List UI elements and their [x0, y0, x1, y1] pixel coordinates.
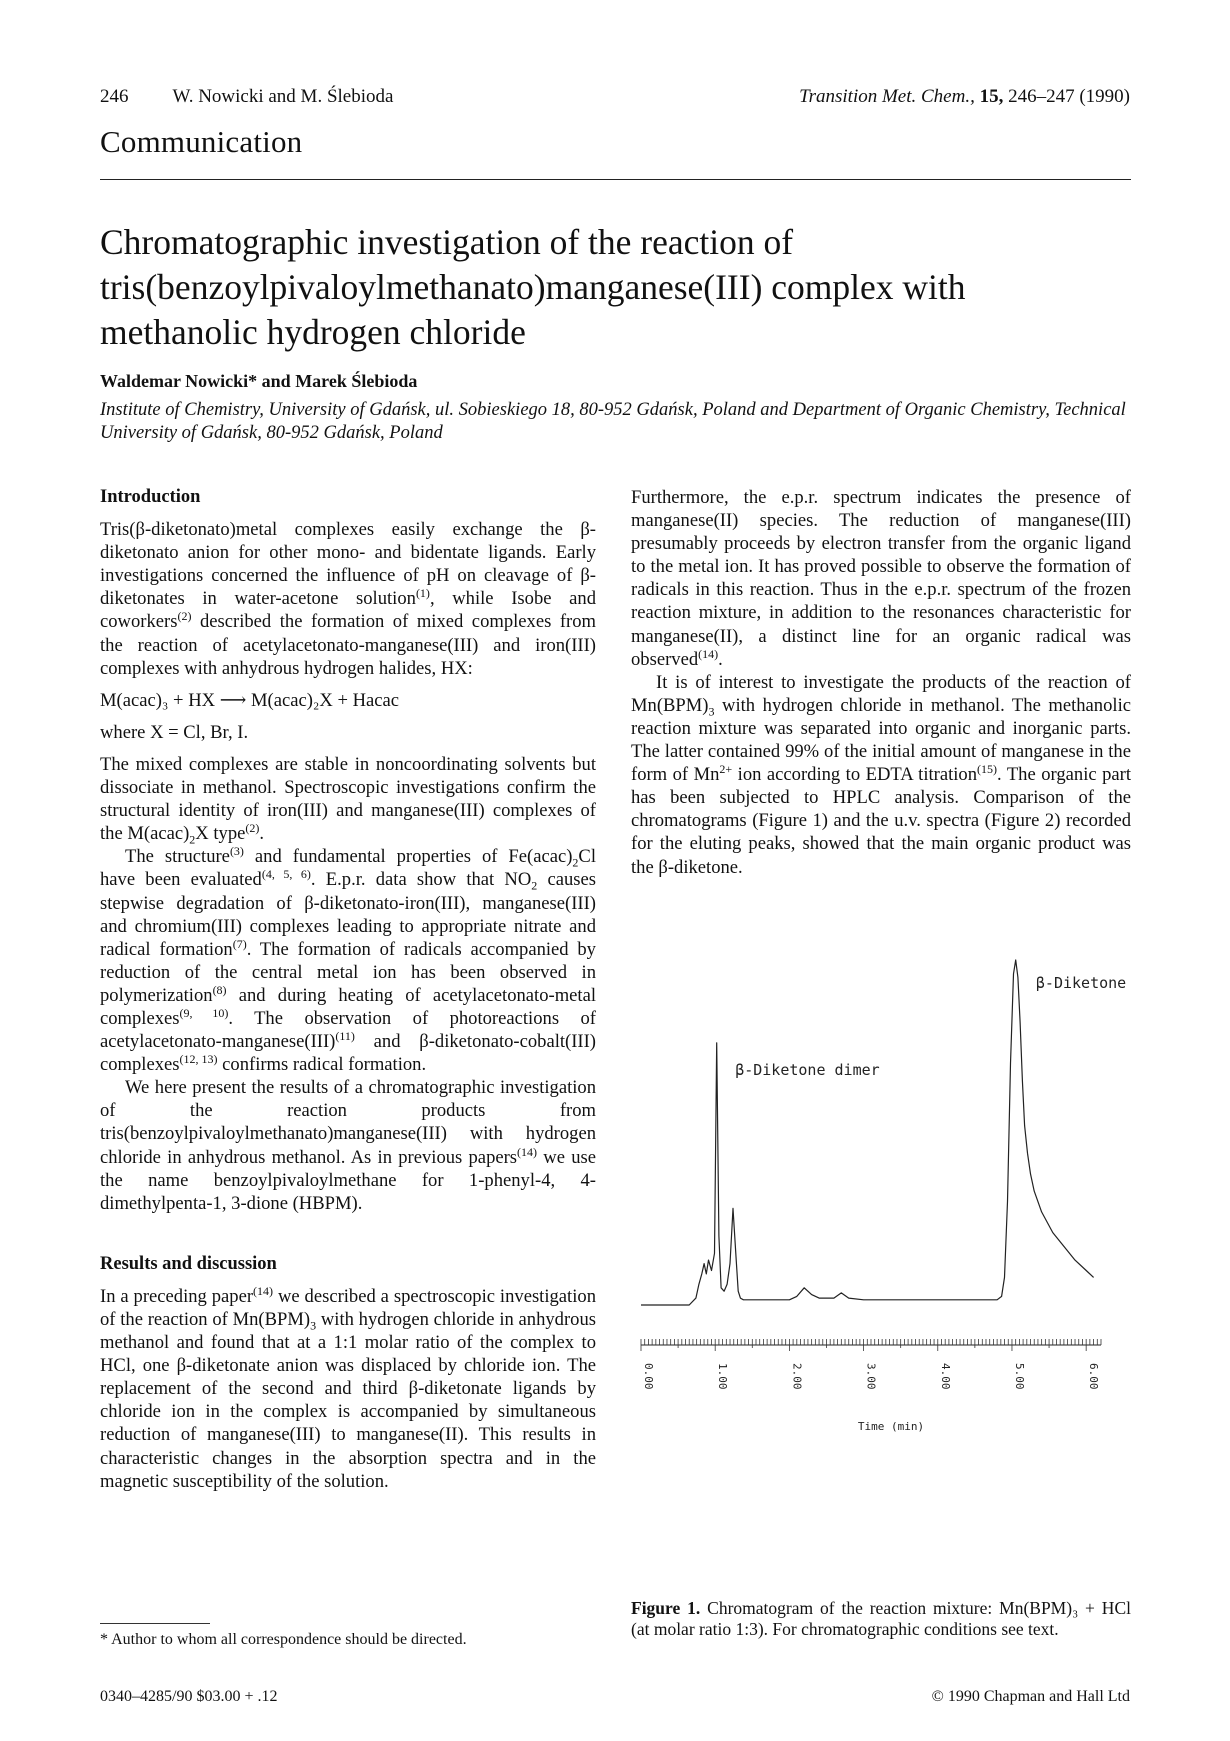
time-axis-label: Time (min): [857, 1420, 925, 1433]
chromatogram-trace: [641, 960, 1094, 1305]
journal-pages-year: 246–247 (1990): [1008, 86, 1130, 107]
footnote-divider: [100, 1623, 210, 1624]
results-paragraph-3: It is of interest to investigate the products of the reaction of $Mn(BPM)_3$ with hydrogen chloride in methanol. The methanolic reaction mixture was separated into organic and inorganic parts. The latter contained 99% of the initial amount of manganese in the form of $Mn^{2+}$ ion according to EDTA titration$^{(15)}$. The organic part has been subjected to HPLC analysis. Comparison of the chromatograms (Figure 1) and the u.v. spectra (Figure 2) recorded for the eluting peaks, showed that the main organic product was the β-diketone.: [631, 671, 1131, 878]
page-number: 246: [100, 86, 129, 107]
chromatogram-chart: [631, 950, 1131, 1590]
figure-caption: [631, 1598, 1131, 1640]
journal-name: Transition Met. Chem.,: [799, 86, 975, 107]
reaction-equation: M(acac)₃ + HX ⟶ M(acac)₂X + Hacac: [100, 689, 400, 711]
diketone-peak-label: β-Diketone: [1035, 974, 1127, 992]
time-tick-label: 5.00: [1012, 1363, 1026, 1390]
section-type: Communication: [100, 124, 303, 159]
time-tick-label: 2.00: [790, 1363, 804, 1390]
footer-code: 0340–4285/90 $03.00 + .12: [100, 1688, 278, 1705]
author-affiliation: Institute of Chemistry, University of Gdańsk, ul. Sobieskiego 18, 80-952 Gdańsk, Poland and Department of Organic Chemistry, Technical University of Gdańsk, 80-952 Gdańsk, Poland: [100, 400, 1126, 443]
header-authors: W. Nowicki and M. Ślebioda: [172, 86, 394, 107]
header-journal: [799, 86, 1130, 108]
header-divider: [100, 179, 1131, 180]
results-paragraph-2: Furthermore, the e.p.r. spectrum indicates the presence of manganese(II) species. The reduction of manganese(III) presumably proceeds by electron transfer from the organic ligand to the metal ion. It has proved possible to observe the formation of radicals in this reaction. Thus in the e.p.r. spectrum of the frozen reaction mixture, in addition to the resonances characteristic for manganese(II), a distinct line for an organic radical was observed$^{(14)}$.: [631, 487, 1131, 670]
footer-copyright: © 1990 Chapman and Hall Ltd: [931, 1688, 1130, 1705]
running-header: [100, 86, 1130, 114]
time-tick-label: 4.00: [938, 1363, 952, 1390]
results-heading: Results and discussion: [100, 1253, 277, 1274]
figure-caption-text: Chromatogram of the reaction mixture: Mn(BPM)₃ + HCl (at molar ratio 1:3). For chromatographic conditions see text.: [631, 1598, 1131, 1639]
intro-paragraph-1: Tris(β-diketonato)metal complexes easily exchange the β-diketonato anion for other mono- and bidentate ligands. Early investigations concerned the influence of pH on cleavage of β-diketonates in water-acetone solution$^{(1)}$, while Isobe and coworkers$^{(2)}$ described the formation of mixed complexes from the reaction of acetylacetonato-manganese(III) and iron(III) complexes with anhydrous hydrogen halides, HX:: [100, 519, 597, 679]
time-tick-label: 6.00: [1087, 1363, 1101, 1390]
intro-paragraph-2: The mixed complexes are stable in noncoordinating solvents but dissociate in methanol. Spectroscopic investigations confirm the structural identity of iron(III) and manganese(III) complexes of the $M(acac)_2X$ type$^{(2)}$.: [100, 753, 596, 847]
chromatogram-figure: [631, 950, 1131, 1590]
intro-paragraph-4: We here present the results of a chromatographic investigation of the reaction products from tris(benzoylpivaloylmethanato)manganese(III) with hydrogen chloride in anhydrous methanol. As in previous papers$^{(14)}$ we use the name benzoylpivaloylmethane for 1-phenyl-4, 4-dimethylpenta-1, 3-dione (HBPM).: [100, 1077, 596, 1214]
intro-paragraph-3: The structure$^{(3)}$ and fundamental properties of $Fe(acac)_2Cl$ have been evaluated$^{(4, 5, 6)}$. E.p.r. data show that $NO_2$ causes stepwise degradation of β-diketonato-iron(III), manganese(III) and chromium(III) complexes leading to appropriate nitrate and radical formation$^{(7)}$. The formation of radicals accompanied by reduction of the central metal ion has been observed in polymerization$^{(8)}$ and during heating of acetylacetonato-metal complexes$^{(9, 10)}$. The observation of photoreactions of acetylacetonato-manganese(III)$^{(11)}$ and β-diketonato-cobalt(III) complexes$^{(12, 13)}$ confirms radical formation.: [100, 844, 597, 1076]
dimer-peak-label: β-Diketone dimer: [735, 1061, 880, 1079]
time-tick-label: 3.00: [864, 1363, 878, 1390]
figure-caption-label: Figure 1.: [631, 1598, 701, 1618]
article-title: Chromatographic investigation of the reaction of tris(benzoylpivaloylmethanato)manganese(III) complex with methanolic hydrogen chloride: [100, 222, 966, 352]
intro-heading: Introduction: [100, 487, 201, 507]
time-tick-label: 0.00: [642, 1363, 655, 1390]
header-left: [100, 86, 393, 108]
equation-where: where X = Cl, Br, I.: [100, 721, 249, 743]
results-paragraph-1: In a preceding paper$^{(14)}$ we described a spectroscopic investigation of the reaction of $Mn(BPM)_3$ with hydrogen chloride in anhydrous methanol and found that at a 1:1 molar ratio of the complex to HCl, one β-diketonate anion was displaced by chloride ion. The replacement of the second and third β-diketonate ligands by chloride ion in the complex is accompanied by simultaneous reduction of manganese(III) to manganese(II). This results in characteristic changes in the absorption spectra and in the magnetic susceptibility of the solution.: [100, 1283, 597, 1492]
right-column: [631, 486, 1131, 879]
time-tick-label: 1.00: [716, 1363, 730, 1390]
footnote: * Author to whom all correspondence should be directed.: [100, 1631, 467, 1648]
journal-volume: 15,: [979, 86, 1004, 107]
article-authors: Waldemar Nowicki* and Marek Ślebioda: [100, 371, 418, 391]
left-column: [100, 486, 596, 1493]
